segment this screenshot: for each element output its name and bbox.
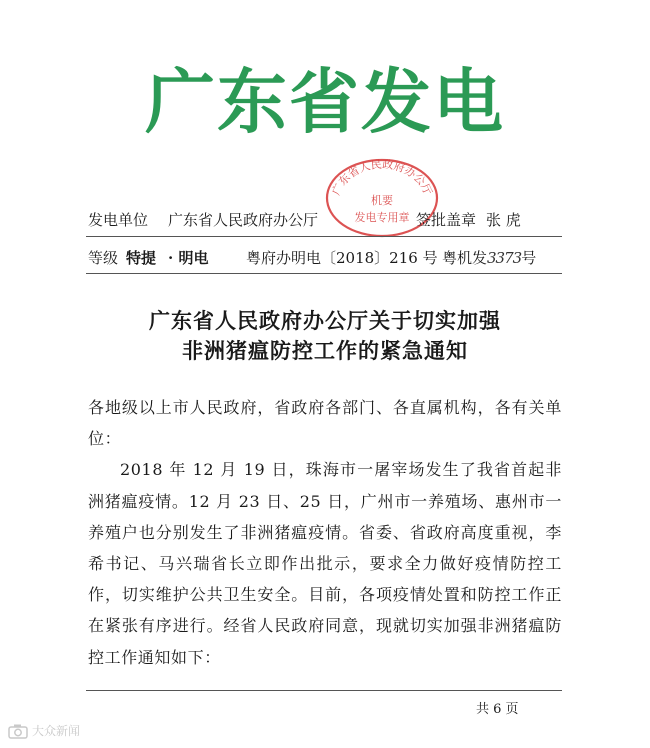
grade-label: 等级 <box>88 249 119 267</box>
seal-bottom-text: 发电专用章 <box>354 211 410 224</box>
notice-title-line1: 广东省人民政府办公厅关于切实加强 <box>149 309 501 333</box>
footer-divider <box>86 690 562 691</box>
document-number: 粤府办明电〔2018〕216 号 <box>246 249 438 267</box>
approver-name: 张 虎 <box>486 211 521 229</box>
header-divider <box>86 236 562 237</box>
clarity-value: · 明电 <box>168 249 209 267</box>
page-count: 共 6 页 <box>476 702 519 717</box>
sender-value: 广东省人民政府办公厅 <box>168 211 319 229</box>
body-paragraph: 2018 年 12 月 19 日，珠海市一屠宰场发生了我省首起非洲猪瘟疫情。12 月 23 日、25 日，广州市一养殖场、惠州市一养殖户也分别发生了非洲猪瘟疫情。省委、省政府高度重视，李希书记、马兴瑞省长立即作出批示，要求全力做好疫情防控工作，切实维护公共卫生安全。目前，各项疫情处置和防控工作正在紧张有序进行。经省人民政府同意，现就切实加强非洲猪瘟防控工作通知如下： <box>88 460 562 667</box>
svg-text:广东省人民政府办公厅 <box>329 157 435 198</box>
notice-body <box>88 392 562 673</box>
masthead-title: 广东省发电 <box>145 61 505 143</box>
notice-title-line2: 非洲猪瘟防控工作的紧急通知 <box>182 339 468 363</box>
machine-prefix: 粤机发 <box>442 249 488 267</box>
approve-label: 签批盖章 <box>416 211 477 229</box>
watermark <box>8 722 80 739</box>
machine-number-handwritten: 3373 <box>487 249 522 267</box>
machine-suffix: 号 <box>521 249 537 267</box>
header-divider <box>86 273 562 274</box>
grade-value: 特提 <box>126 249 157 267</box>
addressees: 各地级以上市人民政府，省政府各部门、各直属机构，各有关单位： <box>88 398 562 449</box>
camera-icon <box>8 723 28 739</box>
seal-middle-text: 机要 <box>371 194 393 207</box>
sender-label: 发电单位 <box>88 211 149 229</box>
machine-number <box>442 248 536 268</box>
watermark-text: 大众新闻 <box>32 724 81 738</box>
seal-arc-text: 广东省人民政府办公厅 <box>329 157 435 198</box>
